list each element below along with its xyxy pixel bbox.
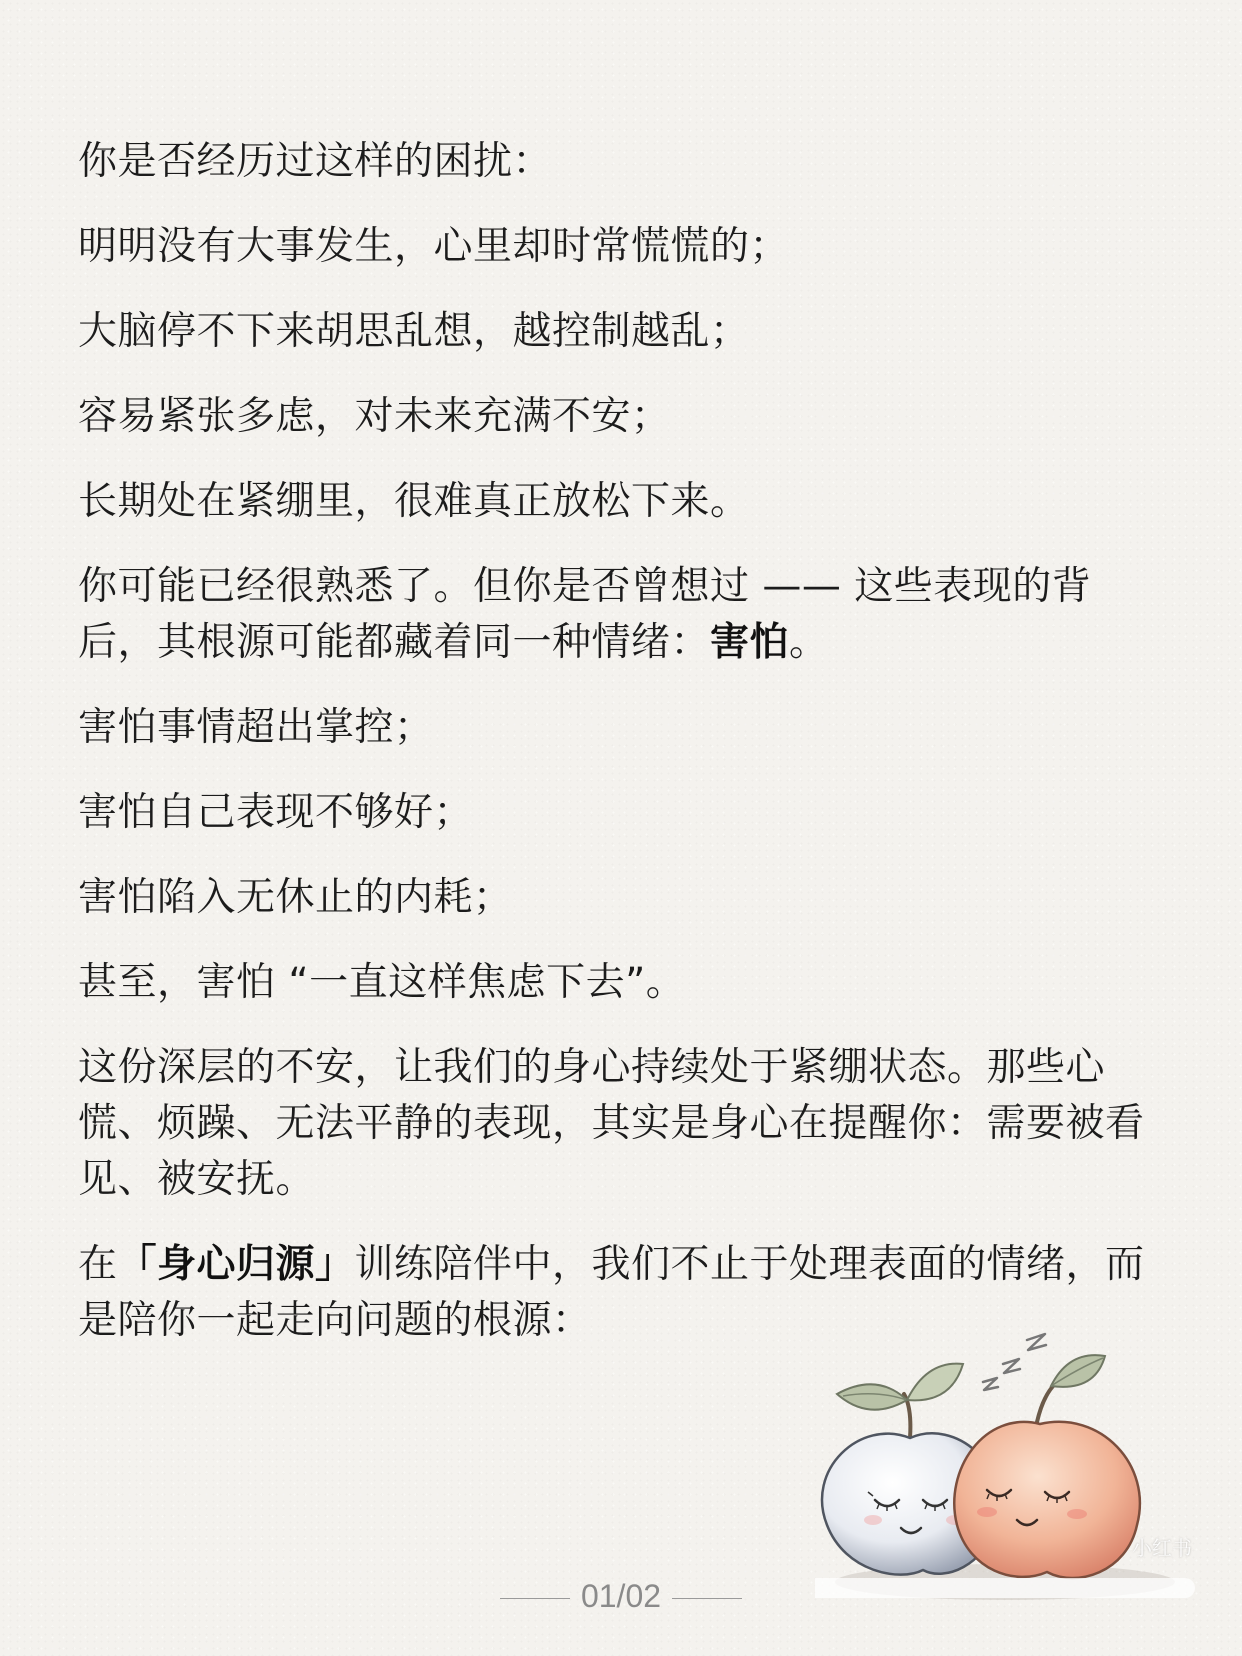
text-segment: 明明没有大事发生，心里却时常慌慌的；: [78, 224, 790, 269]
sleep-zzz-icon: [983, 1334, 1046, 1390]
paragraph: [78, 955, 1168, 1011]
paragraph: [78, 870, 1168, 926]
text-segment: 这份深层的不安，让我们的身心持续处于紧绷状态。那些心慌、烦躁、无法平静的表现，其实是身心在提醒你：需要被看见、被安抚。: [78, 1045, 1145, 1202]
watermark: 小红书: [1132, 1536, 1192, 1560]
text-segment: 。: [789, 620, 829, 665]
text-segment: 容易紧张多虑，对未来充满不安；: [78, 394, 671, 439]
text-segment: 训练陪伴中，我们不止于处理表面的情绪，而是陪你一起走向问题的根源：: [78, 1242, 1145, 1343]
pager-left-line: [500, 1598, 570, 1599]
text-segment: 长期处在紧绷里，很难真正放松下来。: [78, 479, 750, 524]
bold-text: 害怕: [710, 620, 790, 665]
paragraph: [78, 1040, 1168, 1208]
text-segment: 害怕事情超出掌控；: [78, 705, 434, 750]
paragraph: [78, 304, 1168, 360]
text-segment: 害怕自己表现不够好；: [78, 790, 474, 835]
bold-text: 「身心归源」: [117, 1242, 355, 1287]
paragraph: [78, 219, 1168, 275]
text-segment: 甚至，害怕 “一直这样焦虑下去”。: [78, 960, 686, 1005]
text-segment: 在: [78, 1242, 118, 1287]
paragraph: [78, 389, 1168, 445]
text-segment: 害怕陷入无休止的内耗；: [78, 875, 513, 920]
article-body: [78, 134, 1168, 1378]
text-segment: 你可能已经很熟悉了。但你是否曾想过 —— 这些表现的背后，其根源可能都藏着同一种情绪：: [78, 564, 1092, 665]
paragraph: [78, 700, 1168, 756]
paragraph: [78, 559, 1168, 671]
sleeping-apples-illustration: [815, 1320, 1205, 1620]
paragraph: [78, 785, 1168, 841]
pager-right-line: [672, 1598, 742, 1599]
page-indicator: [0, 1578, 1242, 1615]
pager-label: 01/02: [580, 1578, 662, 1614]
paragraph: [78, 134, 1168, 190]
text-segment: 你是否经历过这样的困扰：: [78, 139, 553, 184]
text-segment: 大脑停不下来胡思乱想，越控制越乱；: [78, 309, 750, 354]
paragraph: [78, 474, 1168, 530]
